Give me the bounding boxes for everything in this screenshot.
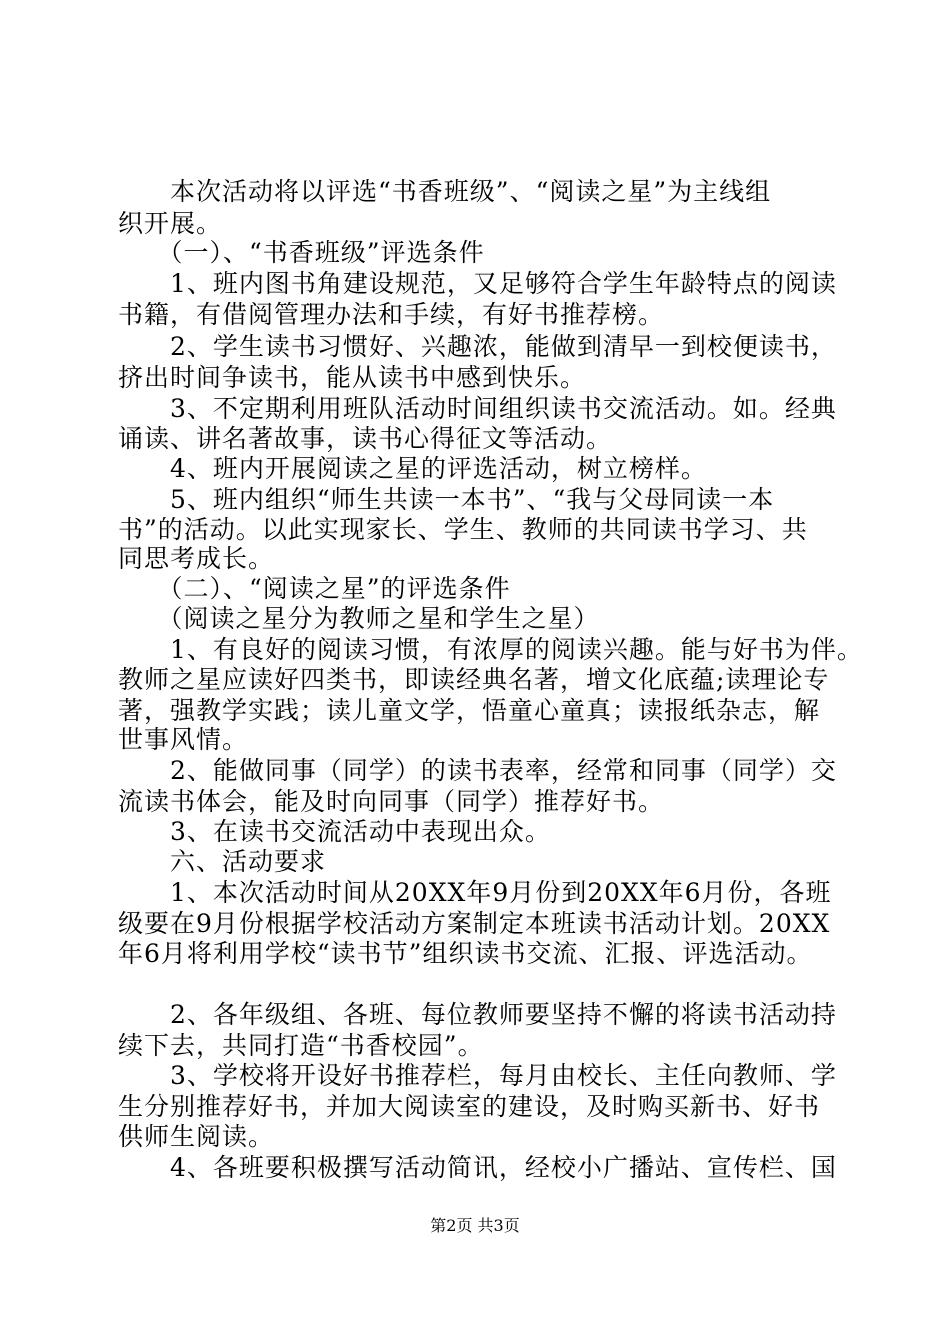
body-line: （阅读之星分为教师之星和学生之星）: [118, 604, 600, 633]
body-line: 2、能做同事（同学）的读书表率，经常和同事（同学）交: [118, 756, 837, 785]
section-heading: （二）、“阅读之星”的评选条件: [118, 574, 511, 603]
body-line: 2、各年级组、各班、每位教师要坚持不懈的将读书活动持: [118, 1000, 837, 1029]
body-line: 2、学生读书习惯好、兴趣浓，能做到清早一到校便读书，: [118, 332, 837, 361]
body-line: 1、班内图书角建设规范，又足够符合学生年龄特点的阅读: [118, 269, 837, 298]
page-number-footer: 第2页 共3页: [430, 1216, 520, 1235]
body-line: 世事风情。: [118, 725, 249, 754]
body-line: 4、各班要积极撰写活动简讯，经校小广播站、宣传栏、国: [118, 1153, 837, 1182]
body-line: 流读书体会，能及时向同事（同学）推荐好书。: [118, 787, 665, 816]
body-line: 1、本次活动时间从20XX年9月份到20XX年6月份，各班: [118, 878, 832, 907]
body-line: 本次活动将以评选“书香班级”、“阅读之星”为主线组: [118, 177, 772, 206]
section-heading: 六、活动要求: [118, 847, 327, 876]
body-line: 3、在读书交流活动中表现出众。: [118, 817, 551, 846]
body-line: 书”的活动。以此实现家长、学生、教师的共同读书学习、共: [118, 515, 808, 544]
body-line: 生分别推荐好书，并加大阅读室的建设，及时购买新书、好书: [118, 1092, 821, 1121]
body-line: 诵读、讲名著故事，读书心得征文等活动。: [118, 424, 613, 453]
body-line: 供师生阅读。: [118, 1122, 275, 1151]
body-line: 级要在9月份根据学校活动方案制定本班读书活动计划。20XX: [118, 909, 831, 938]
body-line: 年6月将利用学校“读书节”组织读书交流、汇报、评选活动。: [118, 939, 813, 968]
body-line: 1、有良好的阅读习惯，有浓厚的阅读兴趣。能与好书为伴。: [118, 635, 863, 664]
body-line: 续下去，共同打造“书香校园”。: [118, 1031, 484, 1060]
body-line: 4、班内开展阅读之星的评选活动，树立榜样。: [118, 454, 707, 483]
body-line: 挤出时间争读书，能从读书中感到快乐。: [118, 363, 587, 392]
body-line: 教师之星应读好四类书，即读经典名著，增文化底蕴;读理论专: [118, 665, 830, 694]
body-line: 5、班内组织“师生共读一本书”、“我与父母同读一本: [118, 485, 775, 514]
body-line: 同思考成长。: [118, 544, 275, 573]
body-line: 书籍，有借阅管理办法和手续，有好书推荐榜。: [118, 300, 665, 329]
section-heading: （一）、“书香班级”评选条件: [118, 238, 485, 267]
body-line: 3、学校将开设好书推荐栏，每月由校长、主任向教师、学: [118, 1061, 837, 1090]
body-line: 3、不定期利用班队活动时间组织读书交流活动。如。经典: [118, 394, 837, 423]
body-line: 织开展。: [118, 209, 223, 238]
body-line: 著，强教学实践；读儿童文学，悟童心童真；读报纸杂志，解: [118, 696, 821, 725]
